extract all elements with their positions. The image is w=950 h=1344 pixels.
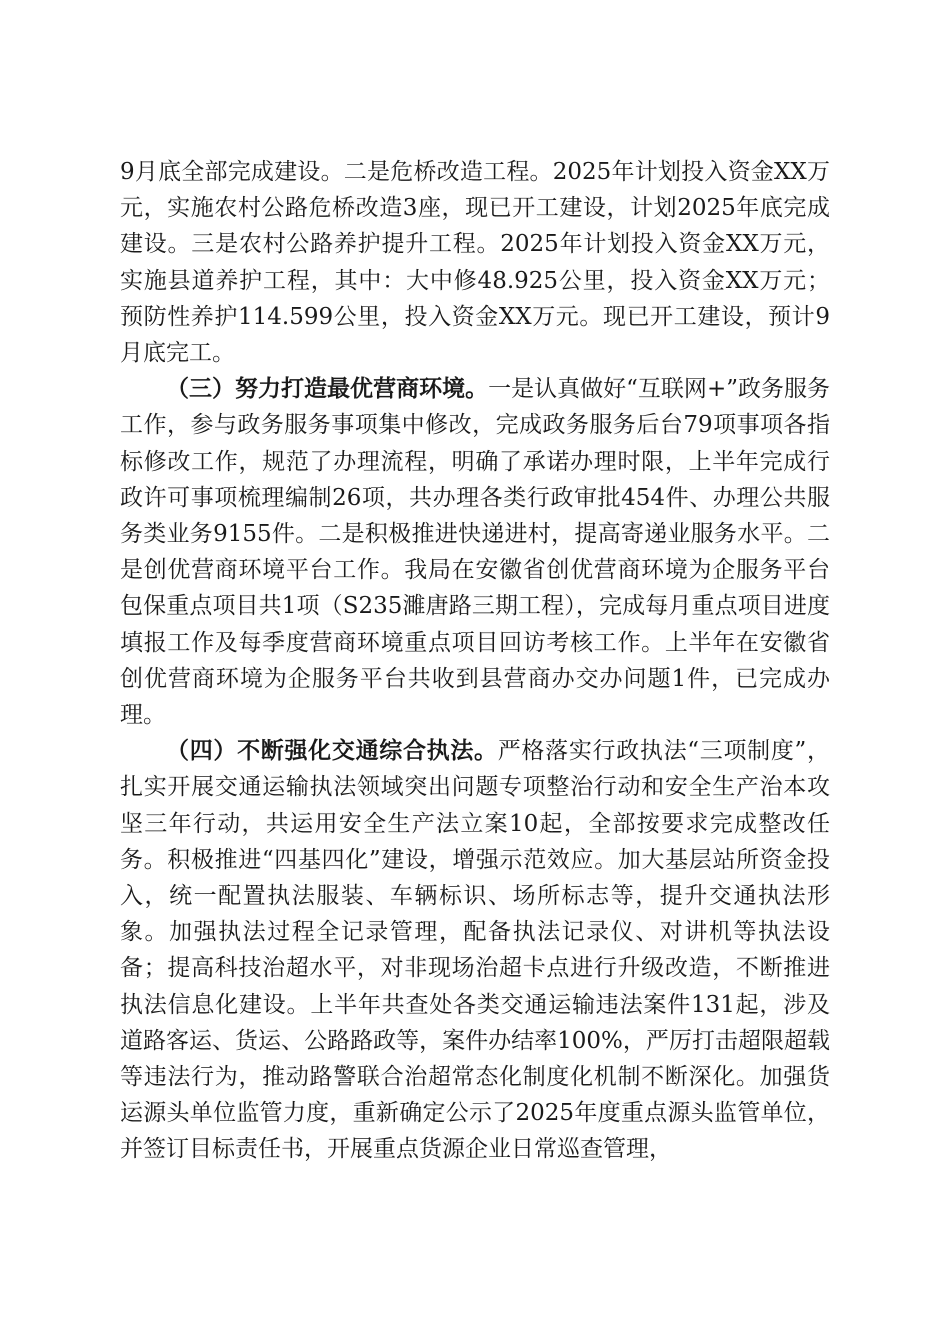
paragraph-text: 9月底全部完成建设。二是危桥改造工程。2025年计划投入资金XX万元，实施农村公路危桥改造3座，现已开工建设，计划2025年底完成建设。三是农村公路养护提升工程。2025年计划投入资金XX万元，实施县道养护工程，其中：大中修48.925公里，投入资金XX万元；预防性养护114.599公里，投入资金XX万元。现已开工建设，预计9月底完工。 [120,159,830,367]
section-heading-three: （三）努力打造最优营商环境。 [166,376,489,403]
paragraph-text: 严格落实行政执法“三项制度”，扎实开展交通运输执法领域突出问题专项整治行动和安全生产治本攻坚三年行动，共运用安全生产法立案10起，全部按要求完成整改任务。积极推进“四基四化”建设，增强示范效应。加大基层站所资金投入，统一配置执法服装、车辆标识、场所标志等，提升交通执法形象。加强执法过程全记录管理，配备执法记录仪、对讲机等执法设备；提高科技治超水平，对非现场治超卡点进行升级改造，不断推进执法信息化建设。上半年共查处各类交通运输违法案件131起，涉及道路客运、货运、公路路政等，案件办结率100%，严厉打击超限超载等违法行为，推动路警联合治超常态化制度化机制不断深化。加强货运源头单位监管力度，重新确定公示了2025年度重点源头监管单位，并签订目标责任书，开展重点货源企业日常巡查管理， [120,738,830,1163]
document-body [120,154,830,1168]
paragraph-business-environment [120,371,830,733]
paragraph-text: 一是认真做好“互联网+”政务服务工作，参与政务服务事项集中修改，完成政务服务后台79项事项各指标修改工作，规范了办理流程，明确了承诺办理时限，上半年完成行政许可事项梳理编制26项，共办理各类行政审批454件、办理公共服务类业务9155件。二是积极推进快递进村，提高寄递业服务水平。二是创优营商环境平台工作。我局在安徽省创优营商环境为企服务平台包保重点项目共1项（S235濉唐路三期工程），完成每月重点项目进度填报工作及每季度营商环境重点项目回访考核工作。上半年在安徽省创优营商环境为企服务平台共收到县营商办交办问题1件，已完成办理。 [120,376,830,729]
paragraph-traffic-enforcement [120,733,830,1167]
section-heading-four: （四）不断强化交通综合执法。 [166,738,498,765]
paragraph-continuation [120,154,830,371]
